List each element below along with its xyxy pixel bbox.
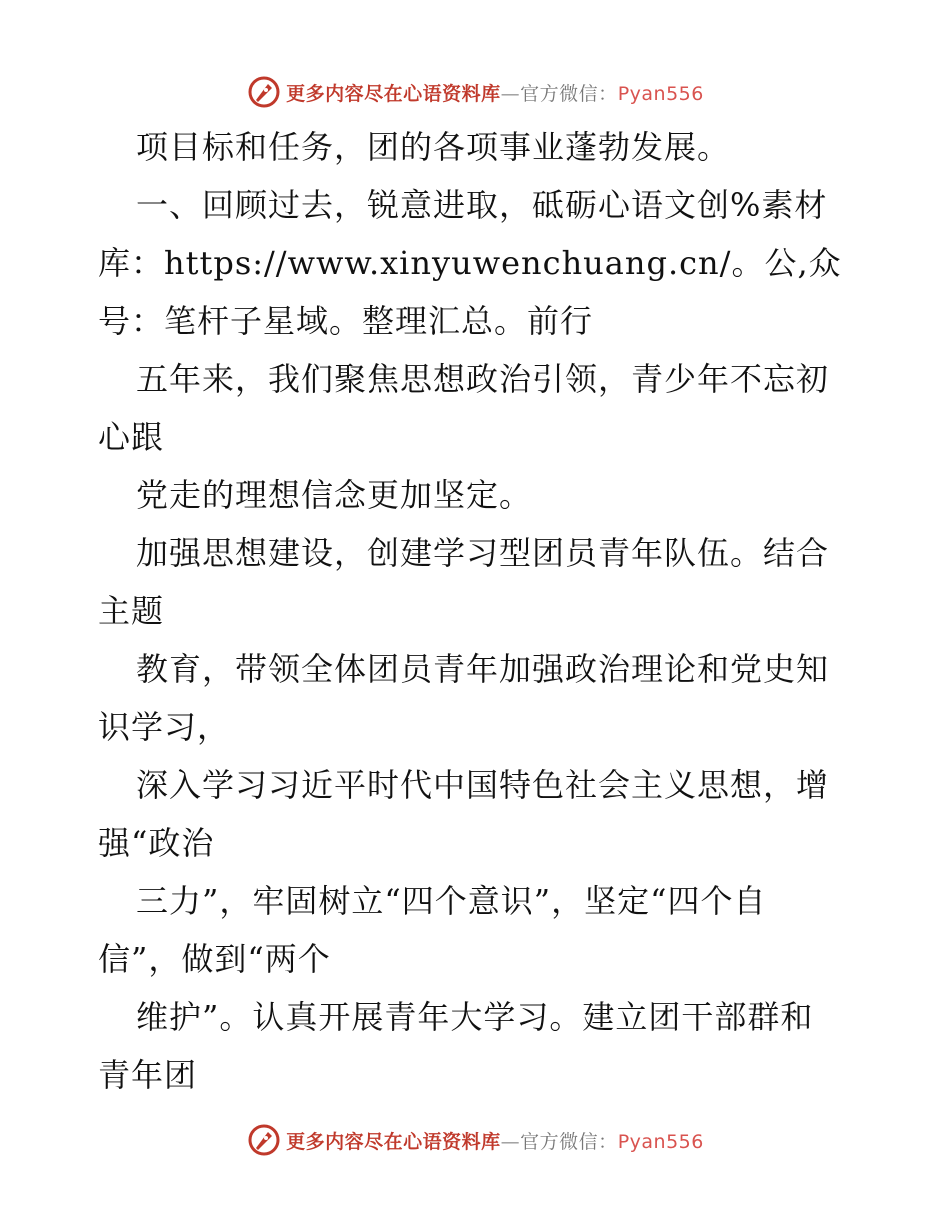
doc-line: 三力”，牢固树立“四个意识”，坚定“四个自 — [136, 882, 767, 920]
doc-line: 党走的理想信念更加坚定。 — [136, 476, 533, 514]
doc-line: 五年来，我们聚焦思想政治引领，青少年不忘初 — [136, 360, 830, 398]
header-banner-official: 官方微信： — [520, 82, 618, 105]
header-banner-dash: — — [500, 82, 521, 105]
doc-line: 加强思想建设，创建学习型团员青年队伍。结合 — [136, 534, 830, 572]
header-banner-wechat-id: Pyan556 — [617, 82, 704, 105]
doc-line: 识学习， — [98, 708, 231, 746]
pen-nib-logo-icon — [246, 74, 282, 110]
doc-line: 深入学习习近平时代中国特色社会主义思想，增 — [136, 766, 830, 804]
doc-line: 库：https://www.xinyuwenchuang.cn/。公,众 — [98, 244, 842, 282]
doc-line: 号：笔杆子星域。整理汇总。前行 — [98, 302, 594, 340]
doc-line: 一、回顾过去，锐意进取，砥砺心语文创%素材 — [136, 186, 828, 224]
doc-line: 维护”。认真开展青年大学习。建立团干部群和 — [136, 998, 814, 1036]
doc-line: 强“政治 — [98, 824, 215, 862]
doc-line: 教育，带领全体团员青年加强政治理论和党史知 — [136, 650, 830, 688]
footer-banner — [0, 1118, 950, 1162]
document-body — [98, 118, 858, 1104]
doc-line: 主题 — [98, 592, 165, 630]
header-banner — [0, 70, 950, 114]
footer-banner-official: 官方微信： — [520, 1130, 618, 1153]
footer-banner-main: 更多内容尽在心语资料库 — [286, 1130, 501, 1153]
header-banner-text — [286, 79, 704, 106]
doc-line: 信”，做到“两个 — [98, 940, 331, 978]
pen-nib-logo-icon — [246, 1122, 282, 1158]
doc-line: 项目标和任务，团的各项事业蓬勃发展。 — [136, 128, 731, 166]
footer-banner-wechat-id: Pyan556 — [617, 1130, 704, 1153]
footer-banner-text — [286, 1127, 704, 1154]
header-banner-main: 更多内容尽在心语资料库 — [286, 82, 501, 105]
doc-line: 心跟 — [98, 418, 165, 456]
doc-line: 青年团 — [98, 1056, 198, 1094]
footer-banner-dash: — — [500, 1130, 521, 1153]
